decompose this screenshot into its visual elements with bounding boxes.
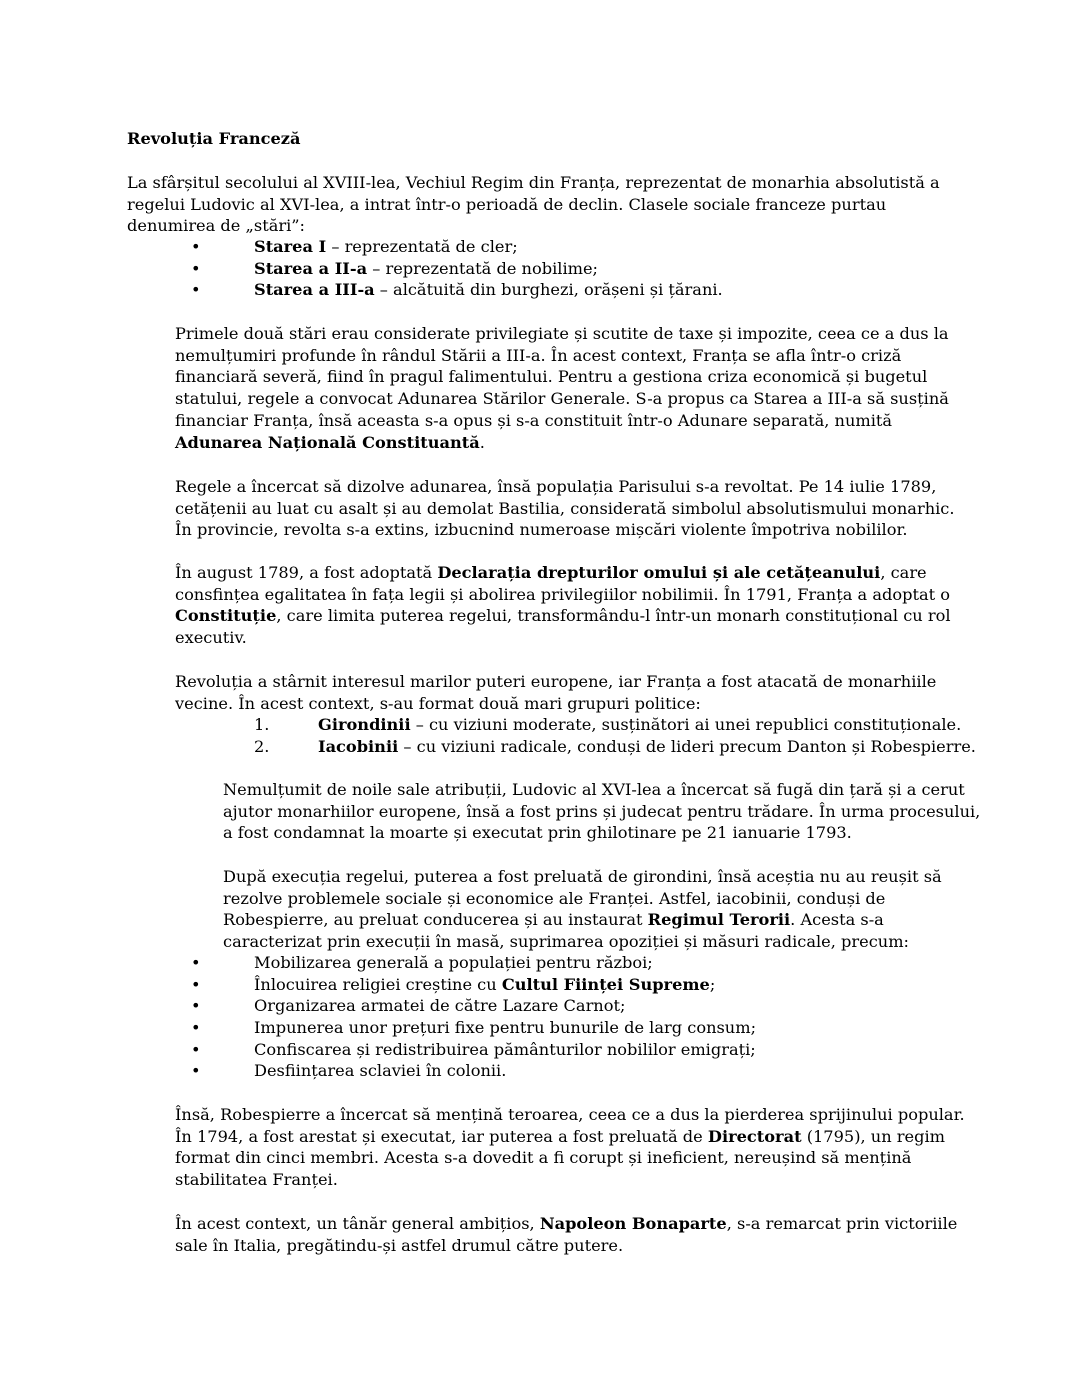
starea-1-text: – reprezentată de cler; (326, 237, 518, 256)
iacobinii-term: Iacobinii (318, 736, 399, 756)
directorat-term: Directorat (707, 1126, 802, 1146)
napoleon-term: Napoleon Bonaparte (539, 1214, 727, 1233)
list-item: 2. Iacobinii – cu viziuni radicale, conduși de lideri precum Danton și Robespierre. (254, 736, 976, 756)
bullet-icon: • (191, 280, 201, 300)
list-item (0, 279, 960, 301)
declaratia-term: Declarația drepturilor omului și ale cetățeanului (437, 563, 881, 582)
list-item: • Confiscarea și redistribuirea pământurilor nobililor emigrați; (191, 1039, 756, 1059)
paragraph-grupuri-politice: Revoluția a stârnit interesul marilor puteri europene, iar Franța a fost atacată de monarhiile vecine. În acest context, s-au format două mari grupuri politice: (175, 672, 937, 713)
list-item: 1. Girondinii – cu viziuni moderate, susținători ai unei republici constituționale. (254, 715, 962, 734)
bullet-icon: • (191, 258, 201, 278)
intro-paragraph: La sfârșitul secolului al XVIII-lea, Vechiul Regim din Franța, reprezentat de monarhia absolutistă a regelui Ludovic al XVI-lea, a intrat într-o perioadă de declin. Clasele sociale franceze purtau denumirea de „stări”: (127, 173, 940, 236)
bullet-icon: • (191, 1061, 201, 1081)
page-title: Revoluția Franceză (127, 129, 301, 148)
masuri-list (0, 952, 960, 1082)
regimul-terorii-term: Regimul Terorii (647, 910, 791, 930)
stari-list (0, 236, 960, 301)
paragraph-ludovic: Nemulțumit de noile sale atribuții, Ludovic al XVI-lea a încercat să fugă din țară și a cerut ajutor monarhiilor europene, însă a fost prins și judecat pentru trădare. În urma procesului, a fost condamnat la moarte și executat prin ghilotinare pe 21 ianuarie 1793. (223, 780, 981, 843)
adunarea-nationala-term: Adunarea Națională Constituantă (175, 432, 480, 452)
starea-3-text: – alcătuită din burghezi, orășeni și țărani. (374, 280, 723, 300)
list-number: 2. (254, 736, 270, 756)
list-item: • Înlocuirea religiei creștine cu Cultul Ființei Supreme; (191, 974, 716, 994)
starea-3-term: Starea a III-a (254, 280, 375, 300)
bullet-icon: • (191, 1039, 201, 1059)
list-item (0, 258, 960, 280)
paragraph-bastilia: Regele a încercat să dizolve adunarea, însă populația Parisului s-a revoltat. Pe 14 iulie 1789, cetățenii au luat cu asalt și au demolat Bastilia, considerată simbolul absolutismului monarhic. În provincie, revolta s-a extins, izbucnind numeroase mișcări violente împotriva nobililor. (175, 477, 955, 540)
starea-2-text: – reprezentată de nobilime; (367, 258, 599, 278)
paragraph-regimul-terorii: După execuția regelui, puterea a fost preluată de girondini, însă aceștia nu au reușit să rezolve problemele sociale și economice ale Franței. Astfel, iacobinii, conduși de Robespierre, au preluat conducerea și au instaurat Regimul Terorii. Acesta s-a caracterizat prin execuții în masă, suprimarea opoziției și măsuri radicale, precum: (223, 867, 942, 952)
starea-2-term: Starea a II-a (254, 258, 368, 278)
constitutie-term: Constituție (175, 606, 277, 626)
paragraph-declaratia: În august 1789, a fost adoptată Declarația drepturilor omului și ale cetățeanului, care consfințea egalitatea în fața legii și abolirea privilegiilor nobilimii. În 1791, Franța a adoptat o Constituție, care limita puterea regelui, transformându-l într-un monarh constituțional cu rol executiv. (175, 563, 951, 648)
paragraph-stari-privilegiate: Primele două stări erau considerate privilegiate și scutite de taxe și impozite, ceea ce a dus la nemulțumiri profunde în rândul Stării a III-a. În acest context, Franța se afla într-o criză financiară severă, fiind în pragul falimentului. Pentru a gestiona criza economică și bugetul statului, regele a convocat Adunarea Stărilor Generale. S-a propus ca Starea a III-a să susțină financiar Franța, însă aceasta s-a opus și s-a constituit într-o Adunare separată, numită Adunarea Națională Constituantă. (175, 324, 949, 452)
list-item: • Desființarea sclaviei în colonii. (191, 1061, 507, 1081)
list-item: • Organizarea armatei de către Lazare Carnot; (191, 996, 626, 1016)
list-item: • Impunerea unor prețuri fixe pentru bunurile de larg consum; (191, 1018, 757, 1038)
paragraph-napoleon: În acest context, un tânăr general ambițios, Napoleon Bonaparte, s-a remarcat prin victoriile sale în Italia, pregătindu-și astfel drumul către putere. (175, 1214, 958, 1255)
list-item: • Mobilizarea generală a populației pentru război; (191, 953, 653, 972)
bullet-icon: • (191, 237, 201, 256)
list-number: 1. (254, 715, 270, 734)
bullet-icon: • (191, 974, 201, 994)
paragraph-directorat: Însă, Robespierre a încercat să mențină teroarea, ceea ce a dus la pierderea sprijinului popular. În 1794, a fost arestat și executat, iar puterea a fost preluată de Directorat (1795), un regim format din cinci membri. Acesta s-a dovedit a fi corupt și ineficient, nereușind să mențină stabilitatea Franței. (175, 1105, 965, 1190)
cultul-fiintei-supreme-term: Cultul Ființei Supreme (501, 974, 710, 994)
list-item (0, 236, 960, 258)
grupuri-list (0, 714, 980, 757)
starea-1-term: Starea I (254, 237, 327, 256)
bullet-icon: • (191, 1018, 201, 1038)
bullet-icon: • (191, 996, 201, 1016)
bullet-icon: • (191, 953, 201, 972)
girondinii-term: Girondinii (318, 715, 411, 734)
